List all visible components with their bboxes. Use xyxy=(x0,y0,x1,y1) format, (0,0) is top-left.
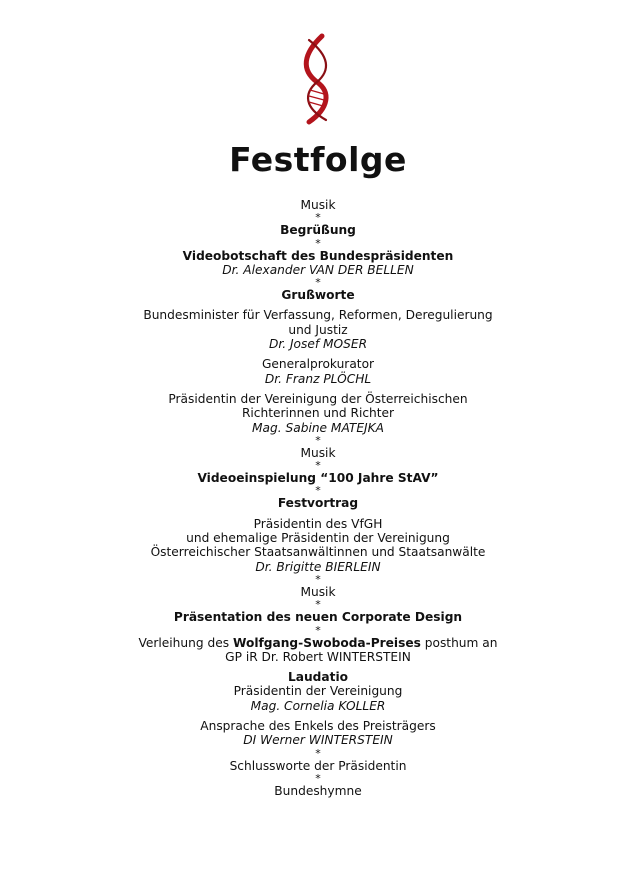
program-item-videobotschaft: Videobotschaft des Bundespräsidenten xyxy=(182,248,454,263)
program-item-festvortrag: Festvortrag xyxy=(277,496,359,511)
speaker-name: Mag. Cornelia KOLLER xyxy=(250,698,386,713)
verleihung-text: posthum an xyxy=(420,635,498,650)
prize-recipient: GP iR Dr. Robert WINTERSTEIN xyxy=(225,649,411,664)
program-item-verleihung xyxy=(0,636,636,650)
program-item-schlussworte: Schlussworte der Präsidentin xyxy=(229,758,407,773)
separator-star: * xyxy=(315,433,321,447)
speaker-name: Dr. Josef MOSER xyxy=(268,337,368,352)
separator-star: * xyxy=(315,276,321,290)
program-item-videoeinspielung: Videoeinspielung “100 Jahre StAV” xyxy=(197,471,439,486)
program-item-bundeshymne: Bundeshymne xyxy=(274,783,362,798)
separator-star: * xyxy=(315,572,321,586)
speaker-name: Dr. Franz PLÖCHL xyxy=(264,371,372,386)
prize-name: Wolfgang-Swoboda-Preises xyxy=(232,635,421,650)
separator-star: * xyxy=(315,459,321,473)
speaker-role: Präsidentin des VfGH xyxy=(253,516,383,531)
speaker-role: Präsidentin der Vereinigung der Österreichischen xyxy=(168,391,468,406)
speaker-name: Dr. Alexander VAN DER BELLEN xyxy=(222,262,414,277)
speaker-role: Bundesminister für Verfassung, Reformen, Deregulierung xyxy=(143,308,493,323)
speaker-role: Richterinnen und Richter xyxy=(241,406,395,421)
dna-helix-logo xyxy=(295,32,339,126)
speaker-role: Präsidentin der Vereinigung xyxy=(233,684,403,699)
program-item-laudatio: Laudatio xyxy=(288,670,348,685)
speaker-name: DI Werner WINTERSTEIN xyxy=(243,733,393,748)
separator-star: * xyxy=(315,623,321,637)
speaker-role: und Justiz xyxy=(288,322,348,337)
separator-star: * xyxy=(315,771,321,785)
separator-star: * xyxy=(315,598,321,612)
program-item-begruessung: Begrüßung xyxy=(280,223,356,238)
speaker-role: und ehemalige Präsidentin der Vereinigung xyxy=(186,531,450,546)
program-item-musik: Musik xyxy=(300,584,336,599)
separator-star: * xyxy=(315,236,321,250)
verleihung-text: Verleihung des xyxy=(138,635,233,650)
program-list xyxy=(0,198,636,798)
program-item-musik: Musik xyxy=(300,445,336,460)
speaker-name: Mag. Sabine MATEJKA xyxy=(252,420,384,435)
speaker-role: Generalprokurator xyxy=(261,357,375,372)
separator-star: * xyxy=(315,746,321,760)
separator-star: * xyxy=(315,211,321,225)
program-item-praesentation: Präsentation des neuen Corporate Design xyxy=(173,610,463,625)
speaker-role: Österreichischer Staatsanwältinnen und Staatsanwälte xyxy=(150,545,486,560)
program-item-musik: Musik xyxy=(300,198,336,212)
program-item-grussworte: Grußworte xyxy=(281,288,355,303)
page-title: Festfolge xyxy=(229,140,407,179)
separator-star: * xyxy=(315,484,321,498)
program-item-ansprache: Ansprache des Enkels des Preisträgers xyxy=(200,719,436,734)
speaker-name: Dr. Brigitte BIERLEIN xyxy=(255,559,381,574)
